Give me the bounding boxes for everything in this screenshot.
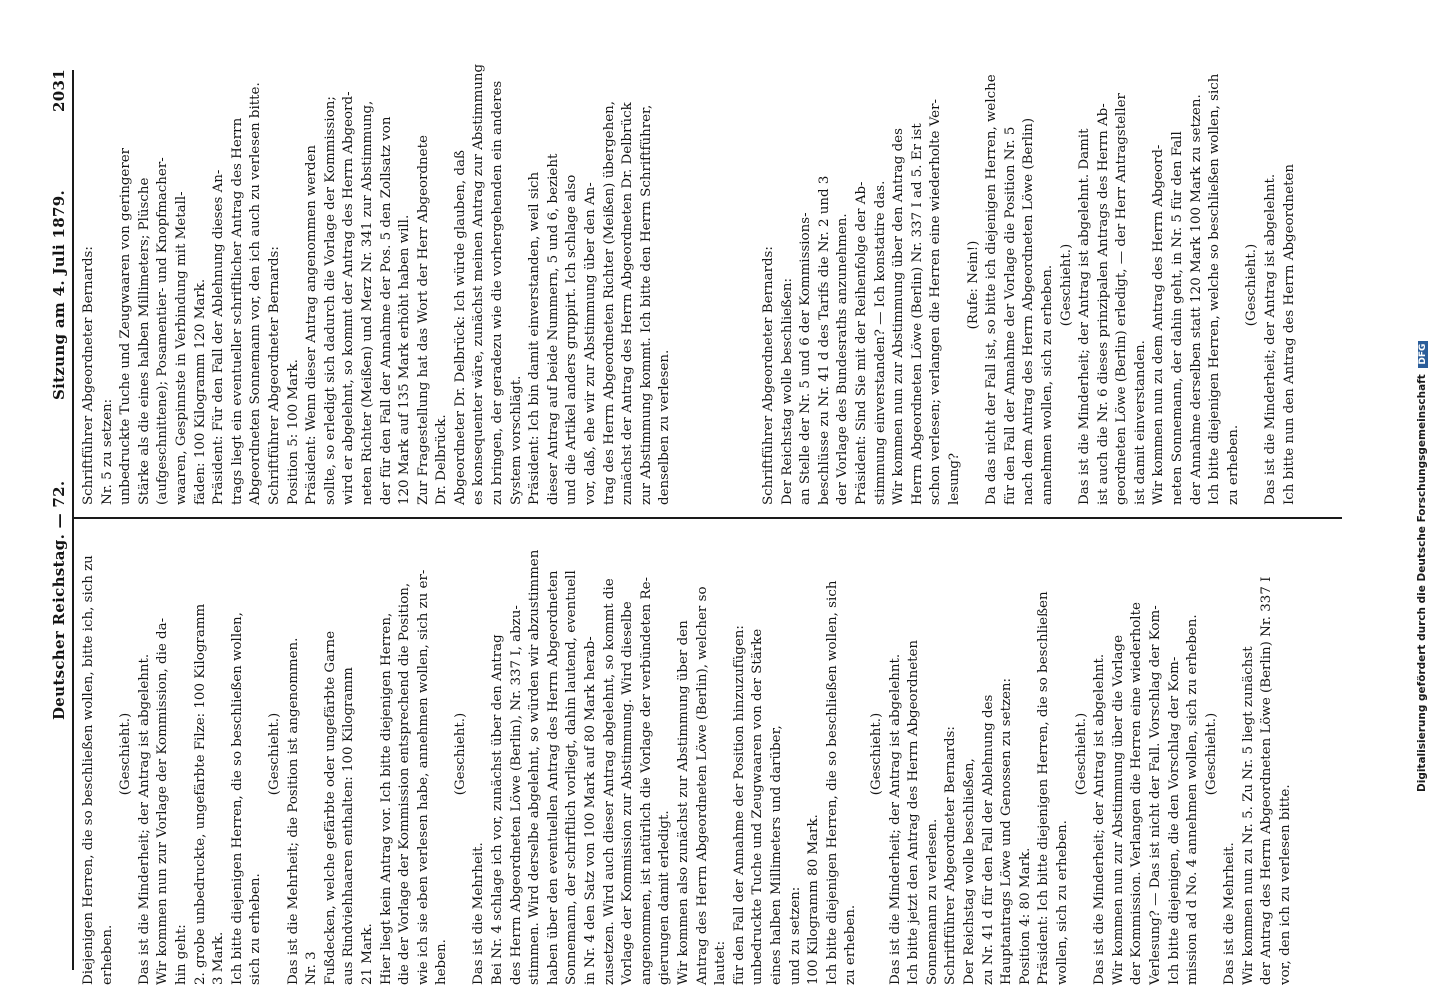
text-line: unbedruckte Tuche und Zeugwaaren von der Stärke [750,628,766,985]
digitization-text: Digitalisierung gefördert durch die Deutsche Forschungsgemeinschaft [1416,374,1428,792]
text-line: zu erheben. [843,904,859,985]
text-line: für den Fall der Annahme der Position hinzuzufügen: [731,625,747,985]
text-line: Wir kommen also zunächst zur Abstimmung über den [676,620,691,985]
text-line: und die Artikel anders gruppirt. Ich schlage also [564,174,580,505]
text-line: sollte, so erledigt sich dadurch die Vorlage der Kommission; [322,96,338,505]
column-1 [80,523,861,985]
text-line: Stärke als die eines halben Millimeters; Plüsche [136,177,152,505]
text-line: die der Vorlage der Kommission entsprechend die Position, [397,582,413,985]
text-line: der Antrag des Herrn Abgeordneten Löwe (Berlin) Nr. 337 I [1259,576,1275,985]
text-line: Ich bitte diejenigen Herren, die so beschließen wollen, sich [824,580,840,985]
text-line: unbedruckte Tuche und Zeugwaaren von geringerer [118,147,134,505]
text-line: Das ist die Mehrheit. [1222,842,1238,985]
text-line: zu Nr. 41 d für den Fall der Ablehnung des [980,694,996,985]
text-line: 3 Mark. [211,931,227,985]
text-line: (Geschieht.) [1073,712,1089,796]
digitization-note [1416,341,1428,792]
header-rule [72,70,74,970]
text-line: Zur Fragestellung hat das Wort der Herr Abgeordnete [415,135,431,505]
text-line: in Nr. 4 den Satz von 100 Mark auf 80 Mark herab- [583,636,599,985]
text-line: geordneten Löwe (Berlin) erledigt, — der Herr Antragsteller [1114,93,1130,505]
text-line: (Geschieht.) [118,712,134,796]
text-line: stimmen. Wird derselbe abgelehnt, so würden wir abzustimmen [527,549,543,985]
text-line: der Vorlage des Bundesraths anzunehmen. [835,213,851,505]
text-line: Ich bitte diejenigen Herren, welche so beschließen wollen, sich [1207,73,1223,505]
text-line: es konsequenter wäre, zunächst meinen Antrag zur Abstimmung [471,63,487,505]
text-line: Das ist die Minderheit; der Antrag ist abgelehnt. [136,653,152,985]
dfg-badge: DFG [1418,341,1428,368]
text-line: 21 Mark. [359,923,375,985]
text-line: Wir kommen nun zur Vorlage der Kommission, die da- [155,617,171,985]
text-line: Fußdecken, welche gefärbte oder ungefärbte Garne [322,630,338,985]
text-line: der Kommission. Verlangen die Herren eine wiederholte [1129,602,1145,985]
text-line: Wir kommen nun zur Abstimmung über die Vorlage [1110,634,1126,985]
text-line: des Herrn Abgeordneten Löwe (Berlin), Nr. 337 I, abzu- [508,605,524,985]
text-line: (Rufe: Nein!) [965,240,981,330]
text-line: zunächst der Antrag des Herrn Abgeordneten Dr. Delbrück [620,102,636,505]
text-line: haben über den eventuellen Antrag des Herrn Abgeordneten [545,570,561,985]
text-line: 100 Kilogramm 80 Mark. [806,814,822,985]
text-line: Ich bitte jetzt den Antrag des Herrn Abgeordneten [906,639,922,985]
text-line: Ich bitte diejenigen Herren, die so beschließen wollen, [229,612,245,985]
text-line: Das ist die Mehrheit; die Position ist angenommen. [285,637,301,985]
text-line: Position 4: 80 Mark. [1017,847,1033,985]
column-2 [868,523,1296,985]
text-line: neten Richter (Meißen) und Merz Nr. 341 zur Abstimmung, [359,100,375,505]
text-line: erheben. [99,924,115,985]
text-line: (Geschieht.) [869,712,884,796]
text-line: nach dem Antrag des Herrn Abgeordneten Löwe (Berlin) [1021,117,1037,505]
text-line: ist damit einverstanden. [1132,340,1148,505]
text-line: Schriftführer Abgeordneter Bernards: [266,246,282,505]
text-line: Wir kommen nun zu Nr. 5. Zu Nr. 5 liegt zunächst [1240,646,1256,985]
text-line: Sonnemann, der schriftlich vorliegt, dahin lautend, eventuell [564,570,580,985]
text-line: wollen, sich zu erheben. [1054,820,1070,985]
text-line: Nr. 5 zu setzen: [99,398,115,505]
text-line: Hier liegt kein Antrag vor. Ich bitte diejenigen Herren, [378,612,394,985]
text-line: Sonnemann zu verlesen. [924,818,940,985]
text-line: heben. [434,939,450,985]
text-line: Verlesung? — Das ist nicht der Fall. Vorschlag der Kom- [1147,605,1163,985]
text-line: zur Abstimmung kommt. Ich bitte den Herrn Schriftführer, [638,104,654,505]
text-line: Das ist die Minderheit; der Antrag ist abgelehnt. [887,653,903,985]
text-line: hin geht: [173,924,189,985]
text-line: Ich bitte nun den Antrag des Herrn Abgeordneten [1281,163,1297,505]
text-line: lesung? [946,452,962,505]
text-line: (Geschieht.) [452,712,468,796]
text-line: und zu setzen: [787,886,803,985]
text-line: der für den Fall der Annahme der Pos. 5 den Zollsatz von [378,116,394,505]
text-line: Präsident: Ich bin damit einverstanden, weil sich [527,171,543,505]
text-line: annehmen wollen, sich zu erheben. [1039,264,1055,505]
text-line: fäden: 100 Kilogramm 120 Mark. [192,278,208,505]
column-4 [760,65,1299,505]
text-line: eines halben Millimeters und darüber, [768,725,784,985]
text-line: Präsident: Sind Sie mit der Reihenfolge der Ab- [853,181,869,505]
text-line: Dr. Delbrück. [434,414,450,505]
text-line: (Geschieht.) [1244,243,1260,327]
text-line: denselben zu verlesen. [657,349,673,505]
text-line: Der Reichstag wolle beschließen: [779,277,795,505]
text-line: Position 5: 100 Mark. [285,359,301,505]
text-line: Schriftführer Abgeordneter Bernards: [81,246,96,505]
text-line: zu erheben. [1225,424,1241,505]
text-line: neten Sonnemann, der dahin geht, in Nr. 5 für den Fall [1170,131,1186,505]
text-line: für den Fall der Annahme der Vorlage die Position Nr. 5 [1002,126,1018,505]
text-line: Diejenigen Herren, die so beschließen wollen, bitte ich, sich zu [81,555,96,985]
text-line: Wir kommen nun zur Abstimmung über den Antrag des [891,128,907,505]
text-line: Ich bitte diejenigen, die den Vorschlag der Kom- [1166,656,1182,985]
text-line: gierungen damit erledigt. [657,810,673,985]
text-line: 2. grobe unbedruckte, ungefärbte Filze: 100 Kilogramm [192,603,208,985]
text-line: (Geschieht.) [1203,712,1219,796]
right-running-head: Sitzung am 4. Juli 1879. [50,190,68,400]
text-line: aus Rindviehhaaren enthalten: 100 Kilogramm [341,667,357,985]
text-line: Abgeordneten Sonnemann vor, den ich auch zu verlesen bitte. [248,82,264,505]
text-line: stimmung einverstanden? — Ich konstatire das. [872,180,888,505]
text-line: ist auch die Nr. 6 dieses prinzipalen Antrags des Herrn Ab- [1095,103,1111,505]
text-line: (aufgeschnittene); Posamentier- und Knopfmacher- [155,157,171,505]
text-line: lautet: [713,940,729,985]
text-line: Da das nicht der Fall ist, so bitte ich diejenigen Herren, welche [984,74,1000,505]
text-line: System vorschlägt. [508,375,524,505]
text-line: 120 Mark auf 135 Mark erhöht haben will. [397,214,413,505]
page-number: 2031 [50,69,68,112]
text-line: Präsident: Ich bitte diejenigen Herren, die so beschließen [1036,591,1052,985]
text-line: Das ist die Minderheit; der Antrag ist abgelehnt. [1263,173,1279,505]
text-line: zu bringen, der geradezu wie die vorhergehenden ein anderes [490,80,506,505]
text-line: trags liegt ein eventueller schriftlicher Antrag des Herrn [229,117,245,505]
text-line: (Geschieht.) [266,712,282,796]
text-line: Schriftführer Abgeordneter Bernards: [761,246,776,505]
column-3 [80,65,675,505]
text-line: Präsident: Wenn dieser Antrag angenommen werden [304,145,320,505]
text-line: Bei Nr. 4 schlage ich vor, zunächst über den Antrag [490,634,506,985]
text-line: schon verlesen; verlangen die Herren eine wiederholte Ver- [928,98,944,505]
text-line: sich zu erheben. [248,873,264,985]
text-line: Herrn Abgeordneten Löwe (Berlin) Nr. 337 I ad 5. Er ist [909,123,925,505]
text-line: Vorlage der Kommission zur Abstimmung. Wird dieselbe [620,601,636,985]
text-line: waaren, Gespinnste in Verbindung mit Metall- [173,191,189,505]
text-line: Hauptantrags Löwe und Genossen zu setzen: [999,677,1015,985]
text-line: Schriftführer Abgeordneter Bernards: [943,726,959,985]
text-line: beschlüsse zu Nr. 41 d des Tarifs die Nr. 2 und 3 [816,175,832,505]
text-line: dieser Antrag auf beide Nummern, 5 und 6, bezieht [545,153,561,505]
text-line: Abgeordneter Dr. Delbrück: Ich würde glauben, daß [452,150,468,505]
text-line: wird er abgelehnt, so kommt der Antrag des Herrn Abgeord- [341,91,357,505]
text-line: Das ist die Minderheit; der Antrag ist abgelehnt. Damit [1077,128,1093,505]
text-line: Der Reichstag wolle beschließen, [961,758,977,985]
text-line: Nr. 3 [304,951,320,985]
text-line: Präsident: Für den Fall der Ablehnung dieses An- [211,169,227,505]
text-line: trag des Herrn Abgeordneten Richter (Meißen) übergehen, [601,100,617,505]
text-line: vor, den ich zu verlesen bitte. [1278,784,1294,985]
text-line: zusetzen. Wird auch dieser Antrag abgelehnt, so kommt die [601,578,617,985]
text-line: (Geschieht.) [1058,243,1074,327]
text-line: der Annahme derselben statt 120 Mark 100 Mark zu setzen. [1188,94,1204,505]
text-line: an Stelle der Nr. 5 und 6 der Kommissions- [798,212,814,505]
text-line: wie ich sie eben verlesen habe, annehmen wollen, sich zu er- [415,569,431,985]
text-line: vor, daß, ehe wir zur Abstimmung über den An- [583,182,599,505]
column-divider [72,517,1342,519]
text-line: Das ist die Mehrheit. [471,842,487,985]
text-line: Antrag des Herrn Abgeordneten Löwe (Berlin), welcher so [694,586,710,985]
text-line: mission ad d No. 4 annehmen wollen, sich zu erheben. [1185,614,1201,985]
text-line: Wir kommen nun zu dem Antrag des Herrn Abgeord- [1151,144,1167,505]
left-running-head: Deutscher Reichstag. — 72. [50,480,68,720]
text-line: Das ist die Minderheit; der Antrag ist abgelehnt. [1092,653,1108,985]
text-line: angenommen, ist natürlich die Vorlage der verbündeten Re- [638,576,654,985]
